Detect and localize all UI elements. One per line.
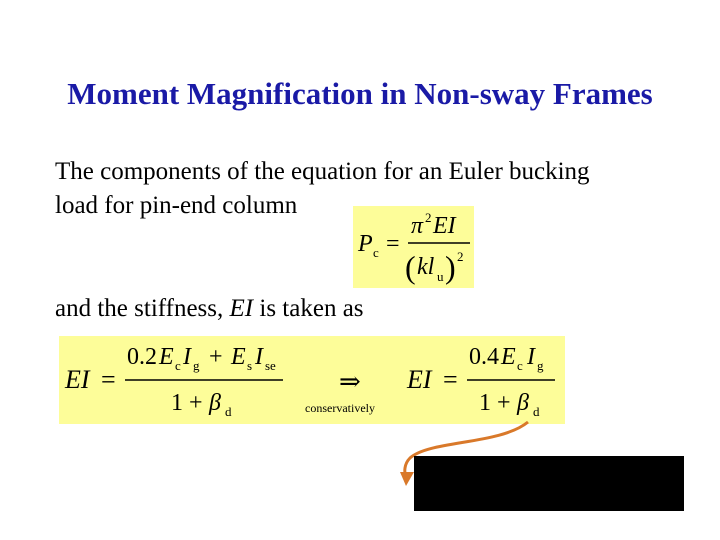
- eq2-rhs-den-one: 1: [479, 390, 491, 416]
- eq1-den-kl: kl: [417, 254, 435, 280]
- eq1-den-exp: 2: [457, 249, 464, 264]
- eq2-num-I: I: [183, 344, 191, 370]
- eq2-num-E2-sub: s: [247, 358, 253, 373]
- eq2-rhs-den-plus: +: [497, 390, 511, 416]
- eq2-rhs-num-I-sub: g: [537, 358, 544, 373]
- eq1-lhs-sub: c: [373, 245, 379, 260]
- eq1-num-exp: 2: [425, 210, 432, 225]
- eq2-num-plus: +: [209, 344, 223, 370]
- eq1-equals: =: [386, 231, 400, 257]
- eq2-num-E-sub: c: [175, 358, 181, 373]
- eq2-num-E: E: [159, 344, 174, 370]
- black-box: [414, 456, 684, 511]
- eq2-lhs: EI: [65, 365, 90, 394]
- eq2-num-I-sub: g: [193, 358, 200, 373]
- eq2-rhs-den-beta-sub: d: [533, 404, 540, 419]
- arrow-head-icon: [400, 472, 414, 486]
- eq2-rhs-num-E: E: [501, 344, 516, 370]
- eq2-rhs-num-E-sub: c: [517, 358, 523, 373]
- eq2-rhs-equals: =: [443, 365, 458, 394]
- eq2-den-plus: +: [189, 390, 203, 416]
- eq2-rhs-num-I: I: [527, 344, 535, 370]
- line3-pre: and the stiffness,: [55, 295, 230, 322]
- eq2-num-I2: I: [255, 344, 263, 370]
- eq1-den-sub: u: [437, 269, 444, 284]
- eq2-rhs-lhs: EI: [407, 365, 432, 394]
- eq2-num-E2: E: [231, 344, 246, 370]
- eq2-equals: =: [101, 365, 116, 394]
- eq2-rhs-num-coef: 0.4: [469, 344, 499, 370]
- slide-title: Moment Magnification in Non-sway Frames: [67, 76, 653, 111]
- eq1-lhs: P: [358, 231, 373, 257]
- implies-arrow-icon: ⇒: [339, 367, 361, 396]
- eq2-den-one: 1: [171, 390, 183, 416]
- body-text-line2: load for pin-end column: [55, 192, 298, 219]
- eq2-den-beta-sub: d: [225, 404, 232, 419]
- body-text-line1: The components of the equation for an Euler bucking: [55, 158, 590, 185]
- line3-post: is taken as: [253, 295, 364, 322]
- eq1-num-rest: EI: [433, 213, 456, 239]
- eq1-den-close: ): [445, 249, 456, 285]
- eq2-den-beta: β: [209, 390, 221, 416]
- eq2-num-I2-sub: se: [265, 358, 276, 373]
- line3-em: EI: [229, 295, 254, 322]
- eq2-rhs-den-beta: β: [517, 390, 529, 416]
- eq1-num-pi: π: [411, 213, 424, 239]
- eq2-arrow-label: conservatively: [305, 401, 375, 415]
- eq1-den-open: (: [405, 249, 416, 285]
- eq2-num-coef: 0.2: [127, 344, 157, 370]
